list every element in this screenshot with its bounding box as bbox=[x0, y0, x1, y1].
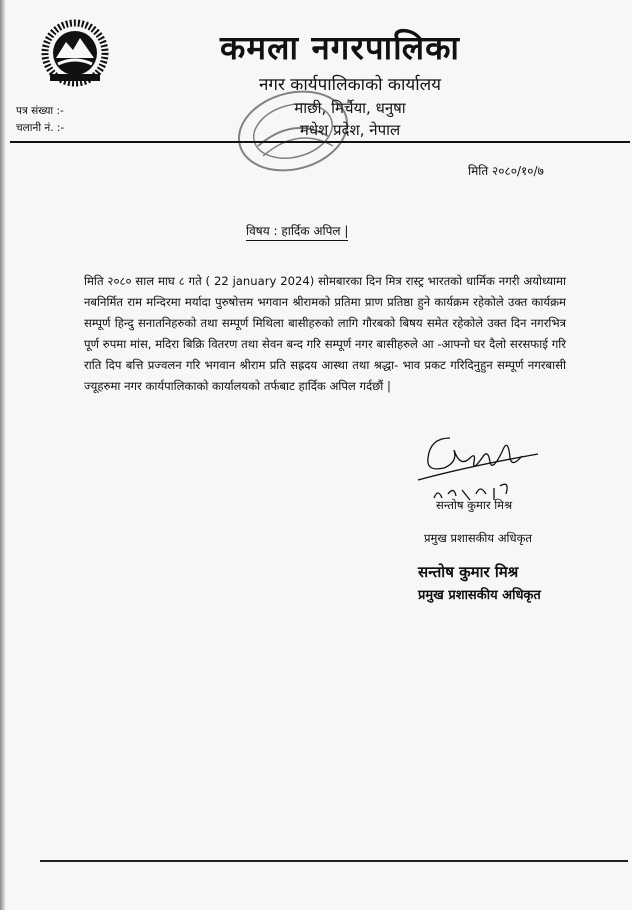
office-address: माछी, मिर्चैया, धनुषा bbox=[294, 99, 406, 117]
role-stamp: प्रमुख प्रशासकीय अधिकृत bbox=[418, 588, 541, 603]
letter-subject: विषय : हार्दिक अपिल | bbox=[246, 222, 348, 241]
dispatch-number-label: चलानी नं. :- bbox=[16, 122, 65, 134]
office-province: मधेश प्रदेश, नेपाल bbox=[299, 121, 401, 139]
reference-number-label: पत्र संख्या :- bbox=[16, 105, 64, 117]
name-stamp: सन्तोष कुमार मिश्र bbox=[418, 563, 519, 581]
scan-edge bbox=[0, 0, 6, 910]
municipality-title: कमला नगरपालिका bbox=[220, 28, 460, 67]
signatory-role: प्रमुख प्रशासकीय अधिकृत bbox=[424, 531, 532, 545]
signatory-name: सन्तोष कुमार मिश्र bbox=[436, 498, 513, 512]
letter-date: मिति २०८०/१०/७ bbox=[468, 164, 544, 178]
office-stamp-icon bbox=[228, 86, 358, 181]
footer-rule bbox=[40, 860, 628, 862]
nepal-emblem-icon bbox=[36, 18, 114, 88]
letter-body: मिति २०८० साल माघ ८ गते ( 22 january 2024) सोमबारका दिन मित्र रास्ट्र भारतको धार्मिक नगरी अयोध्यामा नबनिर्मित राम मन्दिरमा मर्यादा पुरुषोत्तम भगवान श्रीरामको प्रतिमा प्राण प्रतिष्ठा हुने कार्यक्रम रहेकोले उक्त कार्यक्रम सम्पूर्ण हिन्दु सनातनिहरुको तथा सम्पूर्ण मिथिला बासीहरुको लागि गौरबको बिषय समेत रहेकोले उक्त दिन नगरभित्र पूर्ण रुपमा मांस, मदिरा बिक्रि वितरण तथा सेवन बन्द गरि सम्पूर्ण नगर बासीहरुले आ -आफ्नो घर दैलो सरसफाई गरि राति दिप बत्ति प्रज्वलन गरि भगवान श्रीराम प्रति सह्रदय आस्था तथा श्रद्धा- भाव प्रकट गरिदिनुहुन सम्पूर्ण नगरबासी ज्यूहरुमा नगर कार्यपालिकाको कार्यालयको तर्फबाट हार्दिक अपिल गर्दछौं | bbox=[84, 274, 566, 393]
office-name: नगर कार्यपालिकाको कार्यालय bbox=[258, 75, 442, 95]
